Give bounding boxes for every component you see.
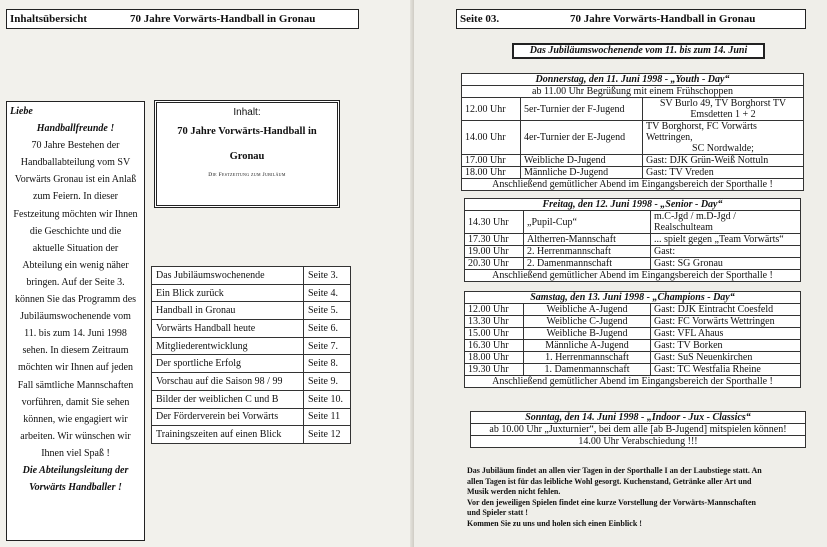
event-name: Männliche D-Jugend bbox=[521, 167, 643, 179]
toc-page: Seite 12 bbox=[304, 426, 351, 444]
left-header bbox=[6, 9, 359, 29]
table-row bbox=[465, 304, 801, 316]
toc-topic: Der sportliche Erfolg bbox=[152, 355, 304, 373]
event-time: 18.00 Uhr bbox=[462, 167, 521, 179]
toc-topic: Vorschau auf die Saison 98 / 99 bbox=[152, 373, 304, 391]
salutation-line: Liebe bbox=[10, 106, 33, 117]
toc-page: Seite 7. bbox=[304, 337, 351, 355]
welcome-text-box bbox=[6, 101, 145, 541]
toc-topic: Das Jubiläumswochenende bbox=[152, 267, 304, 285]
signature-line: Vorwärts Handballer ! bbox=[29, 482, 122, 494]
toc-page: Seite 5. bbox=[304, 302, 351, 320]
event-detail: Gast: DJK Eintracht Coesfeld bbox=[651, 304, 801, 316]
table-row bbox=[465, 340, 801, 352]
event-detail: Gast: TV Vreden bbox=[643, 167, 804, 179]
toc-row bbox=[152, 337, 351, 355]
detail-line: SV Burlo 49, TV Borghorst TV bbox=[659, 98, 787, 109]
table-of-contents bbox=[151, 266, 351, 444]
text-line: Vorwärts Gronau ist ein Anlaß bbox=[14, 174, 137, 186]
right-header bbox=[456, 9, 806, 29]
event-name: 2. Herrenmannschaft bbox=[524, 246, 651, 258]
text-line: bringen. Auf der Seite 3. bbox=[26, 276, 125, 288]
event-time: 20.30 Uhr bbox=[465, 258, 524, 270]
table-row bbox=[462, 121, 804, 155]
contents-title: Gronau bbox=[229, 151, 265, 162]
event-detail bbox=[643, 98, 804, 121]
event-detail: Gast: SG Gronau bbox=[651, 258, 801, 270]
table-row bbox=[462, 155, 804, 167]
contents-title-box bbox=[154, 100, 340, 208]
sunday-program bbox=[470, 411, 806, 448]
saturday-program bbox=[464, 291, 801, 388]
header-title: 70 Jahre Vorwärts-Handball in Gronau bbox=[130, 13, 316, 25]
event-time: 17.30 Uhr bbox=[465, 234, 524, 246]
program-note bbox=[467, 466, 823, 529]
event-name: 5er-Turnier der F-Jugend bbox=[521, 98, 643, 121]
contents-subtitle: Die Festzeitung zum Jubiläum bbox=[208, 172, 286, 178]
toc-topic: Trainingszeiten auf einen Blick bbox=[152, 426, 304, 444]
text-line: Festzeitung möchten wir Ihnen bbox=[13, 208, 138, 220]
detail-line: TV Borghorst, FC Vorwärts Wettringen, bbox=[646, 121, 757, 143]
note-line: Das Jubiläum findet an allen vier Tagen in der Sporthalle I an der Laubstiege statt. An bbox=[467, 466, 762, 475]
toc-topic: Bilder der weiblichen C und B bbox=[152, 390, 304, 408]
event-name: Männliche A-Jugend bbox=[524, 340, 651, 352]
event-name: 2. Damenmannschaft bbox=[524, 258, 651, 270]
table-row bbox=[465, 352, 801, 364]
note-line: allen Tagen ist für das leibliche Wohl gesorgt. Kuchenstand, Getränke aller Art und bbox=[467, 476, 752, 486]
toc-page: Seite 8. bbox=[304, 355, 351, 373]
toc-row bbox=[152, 355, 351, 373]
text-line: 70 Jahre Bestehen der bbox=[31, 140, 120, 152]
toc-topic: Vorwärts Handball heute bbox=[152, 320, 304, 338]
event-time: 17.00 Uhr bbox=[462, 155, 521, 167]
event-name: 4er-Turnier der E-Jugend bbox=[521, 121, 643, 155]
toc-row bbox=[152, 408, 351, 426]
event-time: 14.30 Uhr bbox=[465, 211, 524, 234]
header-title: 70 Jahre Vorwärts-Handball in Gronau bbox=[570, 13, 756, 25]
toc-row bbox=[152, 390, 351, 408]
thursday-program bbox=[461, 73, 804, 191]
closing-line: Anschließend gemütlicher Abend im Eingangsbereich der Sporthalle ! bbox=[465, 270, 801, 282]
detail-line: SC Nordwalde; bbox=[692, 143, 754, 154]
table-row bbox=[465, 234, 801, 246]
intro-line: ab 11.00 Uhr Begrüßung mit einem Frühschoppen bbox=[462, 86, 804, 98]
toc-row bbox=[152, 426, 351, 444]
event-detail bbox=[643, 121, 804, 155]
toc-page: Seite 6. bbox=[304, 320, 351, 338]
closing-line: Anschließend gemütlicher Abend im Eingangsbereich der Sporthalle ! bbox=[465, 376, 801, 388]
toc-topic: Ein Blick zurück bbox=[152, 284, 304, 302]
toc-row bbox=[152, 373, 351, 391]
program-subtitle: Das Jubiläumswochenende vom 11. bis zum 14. Juni bbox=[512, 43, 765, 59]
contents-label: Inhalt: bbox=[233, 107, 261, 118]
text-line: Abteilung ein wenig näher bbox=[22, 259, 129, 271]
text-line: vorführen, damit Sie sehen bbox=[21, 396, 130, 408]
detail-line: Emsdetten 1 + 2 bbox=[690, 109, 756, 120]
welcome-paragraph bbox=[10, 137, 141, 462]
text-line: können, wie engagiert wir bbox=[23, 413, 128, 425]
day-heading: Donnerstag, den 11. Juni 1998 - „Youth - Day“ bbox=[462, 74, 804, 86]
event-name: 1. Damenmannschaft bbox=[524, 364, 651, 376]
event-detail: ... spielt gegen „Team Vorwärts“ bbox=[651, 234, 801, 246]
event-detail: Gast: TV Borken bbox=[651, 340, 801, 352]
note-line: Musik werden nicht fehlen. bbox=[467, 487, 561, 496]
table-row bbox=[465, 246, 801, 258]
text-line: können Sie das Programm des bbox=[14, 294, 137, 306]
event-time: 12.00 Uhr bbox=[465, 304, 524, 316]
text-line: 11. bis zum 14. Juni 1998 bbox=[24, 328, 127, 340]
event-name: Weibliche B-Jugend bbox=[524, 328, 651, 340]
event-detail: Gast: SuS Neuenkirchen bbox=[651, 352, 801, 364]
day-heading: Sonntag, den 14. Juni 1998 - „Indoor - Jux - Classics“ bbox=[471, 412, 806, 424]
closing-line: Anschließend gemütlicher Abend im Eingangsbereich der Sporthalle ! bbox=[462, 179, 804, 191]
toc-topic: Der Förderverein bei Vorwärts bbox=[152, 408, 304, 426]
event-time: 19.30 Uhr bbox=[465, 364, 524, 376]
table-row bbox=[465, 316, 801, 328]
event-time: 19.00 Uhr bbox=[465, 246, 524, 258]
event-time: 12.00 Uhr bbox=[462, 98, 521, 121]
event-detail: Gast: DJK Grün-Weiß Nottuln bbox=[643, 155, 804, 167]
toc-row bbox=[152, 320, 351, 338]
text-line: zum Feiern. In dieser bbox=[33, 191, 118, 203]
toc-page: Seite 10. bbox=[304, 390, 351, 408]
text-line: Ihnen viel Spaß ! bbox=[41, 447, 110, 459]
toc-topic: Handball in Gronau bbox=[152, 302, 304, 320]
event-time: 14.00 Uhr bbox=[462, 121, 521, 155]
event-time: 15.00 Uhr bbox=[465, 328, 524, 340]
text-line: Fall sämtliche Mannschaften bbox=[17, 379, 134, 391]
table-row bbox=[462, 98, 804, 121]
event-name: Weibliche A-Jugend bbox=[524, 304, 651, 316]
section-label: Inhaltsübersicht bbox=[10, 13, 88, 25]
table-row bbox=[465, 328, 801, 340]
note-line: Kommen Sie zu uns und holen sich einen Einblick ! bbox=[467, 518, 642, 528]
text-line: aktuelle Situation der bbox=[32, 242, 119, 254]
event-name: „Pupil-Cup“ bbox=[524, 211, 651, 234]
text-line: Jubiläumswochenende vom bbox=[20, 311, 131, 323]
text-line: arbeiten. Wir wünschen wir bbox=[20, 430, 131, 442]
table-row bbox=[465, 258, 801, 270]
event-time: 18.00 Uhr bbox=[465, 352, 524, 364]
event-detail: Gast: TC Westfalia Rheine bbox=[651, 364, 801, 376]
note-line: Vor den jeweiligen Spielen findet eine kurze Vorstellung der Vorwärts-Mannschaften bbox=[467, 497, 756, 507]
event-detail: m.C-Jgd / m.D-Jgd / Realschulteam bbox=[651, 211, 801, 234]
note-line: und Spieler statt ! bbox=[467, 508, 528, 517]
table-row bbox=[462, 167, 804, 179]
event-detail: Gast: bbox=[651, 246, 801, 258]
toc-page: Seite 4. bbox=[304, 284, 351, 302]
event-name: 1. Herrenmannschaft bbox=[524, 352, 651, 364]
text-line: die Geschichte und die bbox=[29, 225, 122, 237]
event-detail: Gast: FC Vorwärts Wettringen bbox=[651, 316, 801, 328]
table-row bbox=[465, 211, 801, 234]
toc-topic: Mitgliederentwicklung bbox=[152, 337, 304, 355]
text-line: Handballabteilung vom SV bbox=[20, 157, 131, 169]
sunday-line: ab 10.00 Uhr „Juxturnier“, bei dem alle [ab B-Jugend] mitspielen können! bbox=[471, 424, 806, 436]
toc-page: Seite 3. bbox=[304, 267, 351, 285]
toc-row bbox=[152, 284, 351, 302]
text-line: möchten wir Ihnen auf jeden bbox=[18, 362, 133, 374]
salutation-line: Handballfreunde ! bbox=[36, 123, 115, 135]
section-label: Seite 03. bbox=[460, 13, 500, 25]
event-detail: Gast: VFL Ahaus bbox=[651, 328, 801, 340]
table-row bbox=[465, 364, 801, 376]
friday-program bbox=[464, 198, 801, 282]
toc-page: Seite 11 bbox=[304, 408, 351, 426]
event-time: 16.30 Uhr bbox=[465, 340, 524, 352]
event-name: Altherren-Mannschaft bbox=[524, 234, 651, 246]
toc-row bbox=[152, 267, 351, 285]
contents-title: 70 Jahre Vorwärts-Handball in bbox=[177, 126, 317, 137]
text-line: sehen. In diesem Zeitraum bbox=[22, 345, 129, 357]
event-time: 13.30 Uhr bbox=[465, 316, 524, 328]
day-heading: Samstag, den 13. Juni 1998 - „Champions - Day“ bbox=[465, 292, 801, 304]
signature-line: Die Abteilungsleitung der bbox=[22, 464, 129, 476]
event-name: Weibliche C-Jugend bbox=[524, 316, 651, 328]
toc-row bbox=[152, 302, 351, 320]
event-name: Weibliche D-Jugend bbox=[521, 155, 643, 167]
day-heading: Freitag, den 12. Juni 1998 - „Senior - Day“ bbox=[465, 199, 801, 211]
sunday-line: 14.00 Uhr Verabschiedung !!! bbox=[471, 436, 806, 448]
toc-page: Seite 9. bbox=[304, 373, 351, 391]
